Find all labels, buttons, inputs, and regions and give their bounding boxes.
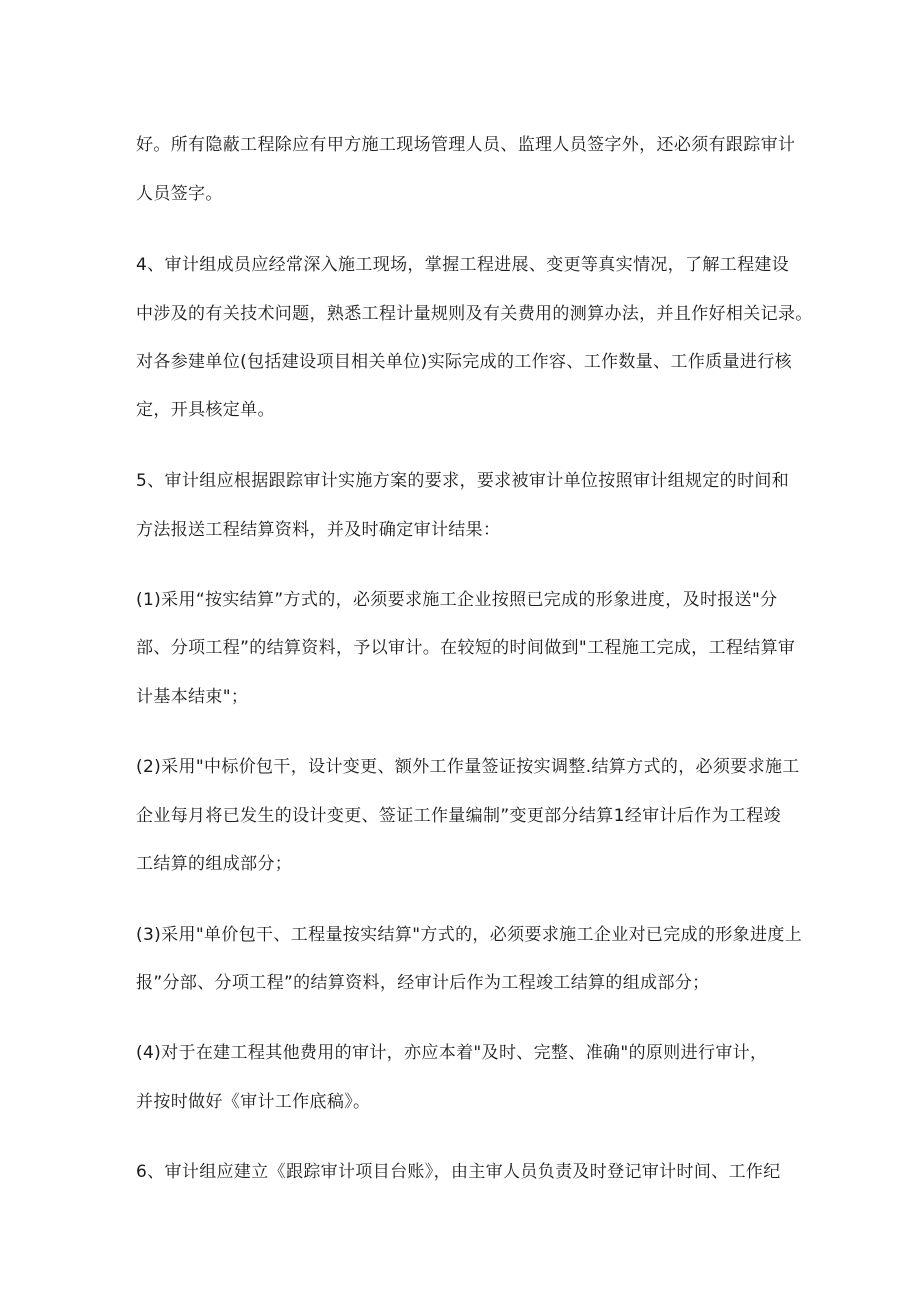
paragraph-line: 计基本结束"； [136,687,249,707]
paragraph-line: 人员签字。 [136,184,223,204]
paragraph-line: (2)采用"中标价包干，设计变更、额外工作量签证按实调整.结算方式的，必须要求施工 [136,757,800,777]
paragraph-line: 部、分项工程”的结算资料，予以审计。在较短的时间做到"工程施工完成，工程结算审 [136,638,796,658]
paragraph-line: 对各参建单位(包括建设项目相关单位)实际完成的工作容、工作数量、工作质量进行核 [136,352,792,372]
paragraph-line: 5、审计组应根据跟踪审计实施方案的要求，要求被审计单位按照审计组规定的时间和 [136,471,790,491]
paragraph-line: (1)采用“按实结算”方式的，必须要求施工企业按照已完成的形象进度，及时报送"分 [136,590,778,610]
paragraph-line: (3)采用"单价包干、工程量按实结算"方式的，必须要求施工企业对已完成的形象进度上 [136,925,803,945]
paragraph-line: (4)对于在建工程其他费用的审计，亦应本着"及时、完整、准确"的原则进行审计， [136,1043,768,1063]
paragraph-line: 6、审计组应建立《跟踪审计项目台账》，由主审人员负责及时登记审计时间、工作纪 [136,1162,781,1182]
paragraph-line: 方法报送工程结算资料，并及时确定审计结果： [136,520,501,540]
paragraph-line: 并按时做好《审计工作底稿》。 [136,1092,371,1112]
paragraph-line: 中涉及的有关技术问题，熟悉工程计量规则及有关费用的测算办法，并且作好相关记录。 [136,304,813,324]
paragraph-line: 企业每月将已发生的设计变更、签证工作量编制”变更部分结算1经审计后作为工程竣 [136,806,781,826]
paragraph-line: 工结算的组成部分； [136,854,293,874]
paragraph-line: 报”分部、分项工程”的结算资料，经审计后作为工程竣工结算的组成部分； [136,973,710,993]
paragraph-line: 好。所有隐蔽工程除应有甲方施工现场管理人员、监理人员签字外，还必须有跟踪审计 [136,135,796,155]
paragraph-line: 4、审计组成员应经常深入施工现场，掌握工程进展、变更等真实情况，了解工程建设 [136,255,790,275]
paragraph-line: 定，开具核定单。 [136,400,275,420]
